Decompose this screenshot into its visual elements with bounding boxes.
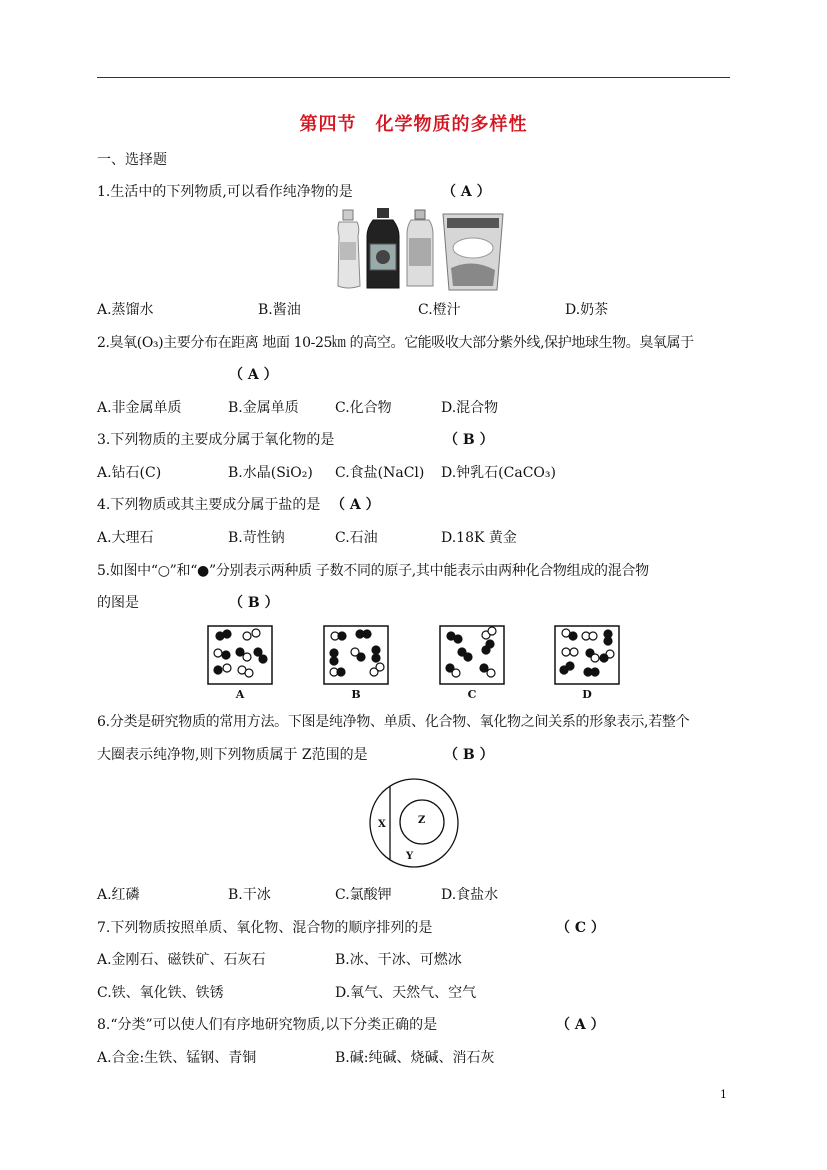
box-b-atoms bbox=[330, 630, 384, 676]
q2-answer: （ A ） bbox=[229, 367, 278, 383]
box-label-d: D bbox=[582, 688, 592, 701]
q6-option-b: B.干冰 bbox=[228, 887, 271, 903]
q6-option-c: C.氯酸钾 bbox=[335, 887, 392, 903]
q4-option-c: C.石油 bbox=[335, 530, 378, 546]
q2-option-a: A.非金属单质 bbox=[97, 400, 182, 416]
q4-option-b: B.苛性钠 bbox=[228, 530, 285, 546]
q5-answer: （ B ） bbox=[229, 595, 279, 611]
q6-option-a: A.红磷 bbox=[97, 887, 140, 903]
q3-stem: 3.下列物质的主要成分属于氧化物的是 bbox=[97, 432, 335, 448]
q4-option-a: A.大理石 bbox=[97, 530, 154, 546]
q3-option-c: C.食盐(NaCl) bbox=[335, 465, 425, 481]
q1-product-images bbox=[333, 208, 505, 292]
box-d-atoms bbox=[560, 629, 614, 676]
q2-option-c: C.化合物 bbox=[335, 400, 392, 416]
page-number: 1 bbox=[720, 1088, 727, 1101]
q2-option-b: B.金属单质 bbox=[228, 400, 299, 416]
q7-answer: （ C ） bbox=[556, 920, 605, 936]
box-c-atoms bbox=[446, 627, 496, 677]
venn-label-y: Y bbox=[406, 851, 414, 862]
box-label-b: B bbox=[351, 688, 361, 701]
q2-option-d: D.混合物 bbox=[441, 400, 499, 416]
page-title: 第四节 化学物质的多样性 bbox=[299, 114, 528, 135]
q7-option-c: C.铁、氧化铁、铁锈 bbox=[97, 985, 224, 1001]
header-rule bbox=[97, 77, 730, 78]
q3-option-d: D.钟乳石(CaCO₃) bbox=[441, 465, 556, 481]
q4-stem: 4.下列物质或其主要成分属于盐的是 bbox=[97, 497, 321, 513]
q5-stem-line1: 5.如图中“○”和“●”分别表示两种质 子数不同的原子,其中能表示由两种化合物组成的混合物 bbox=[97, 563, 649, 579]
box-a-atoms bbox=[214, 629, 267, 677]
q3-option-b: B.水晶(SiO₂) bbox=[228, 465, 313, 481]
q3-option-a: A.钻石(C) bbox=[97, 465, 162, 481]
q8-option-b: B.碱:纯碱、烧碱、消石灰 bbox=[335, 1050, 495, 1066]
box-label-c: C bbox=[467, 688, 477, 701]
q1-option-a: A.蒸馏水 bbox=[97, 302, 154, 318]
soy-sauce-image bbox=[367, 208, 399, 288]
q5-stem-line2: 的图是 bbox=[97, 595, 139, 611]
q1-option-c: C.橙汁 bbox=[418, 302, 461, 318]
q7-option-d: D.氧气、天然气、空气 bbox=[335, 985, 477, 1001]
q4-option-d: D.18K 黄金 bbox=[441, 530, 517, 546]
q3-answer: （ B ） bbox=[444, 432, 494, 448]
q4-answer: （ A ） bbox=[331, 497, 380, 513]
venn-label-x: X bbox=[378, 819, 386, 830]
q8-option-a: A.合金:生铁、锰钢、青铜 bbox=[97, 1050, 257, 1066]
q8-stem: 8.“分类”可以使人们有序地研究物质,以下分类正确的是 bbox=[97, 1017, 438, 1033]
q7-option-b: B.冰、干冰、可燃冰 bbox=[335, 952, 462, 968]
q1-stem: 1.生活中的下列物质,可以看作纯净物的是 bbox=[97, 184, 353, 200]
q6-option-d: D.食盐水 bbox=[441, 887, 499, 903]
q5-molecule-boxes bbox=[200, 622, 630, 702]
q2-stem: 2.臭氧(O₃)主要分布在距离 地面 10-25㎞ 的高空。它能吸收大部分紫外线,保护地球生物。臭氧属于 bbox=[97, 335, 694, 351]
q1-option-b: B.酱油 bbox=[258, 302, 301, 318]
milk-tea-image bbox=[443, 214, 503, 290]
q8-answer: （ A ） bbox=[556, 1017, 605, 1033]
q1-option-d: D.奶茶 bbox=[565, 302, 609, 318]
q7-stem: 7.下列物质按照单质、氧化物、混合物的顺序排列的是 bbox=[97, 920, 433, 936]
q6-stem-line1: 6.分类是研究物质的常用方法。下图是纯净物、单质、化合物、氧化物之间关系的形象表示,若整个 bbox=[97, 714, 690, 730]
q7-option-a: A.金刚石、磁铁矿、石灰石 bbox=[97, 952, 266, 968]
q6-stem-line2: 大圈表示纯净物,则下列物质属于 Z范围的是 bbox=[97, 747, 368, 763]
box-label-a: A bbox=[235, 688, 245, 701]
juice-bottle-image bbox=[407, 210, 433, 286]
q6-answer: （ B ） bbox=[444, 747, 494, 763]
q1-answer: （ A ） bbox=[442, 184, 491, 200]
section-heading: 一、选择题 bbox=[97, 152, 167, 168]
venn-label-z: Z bbox=[418, 815, 426, 826]
water-bottle-image bbox=[338, 210, 360, 288]
q6-venn-diagram bbox=[360, 775, 470, 875]
